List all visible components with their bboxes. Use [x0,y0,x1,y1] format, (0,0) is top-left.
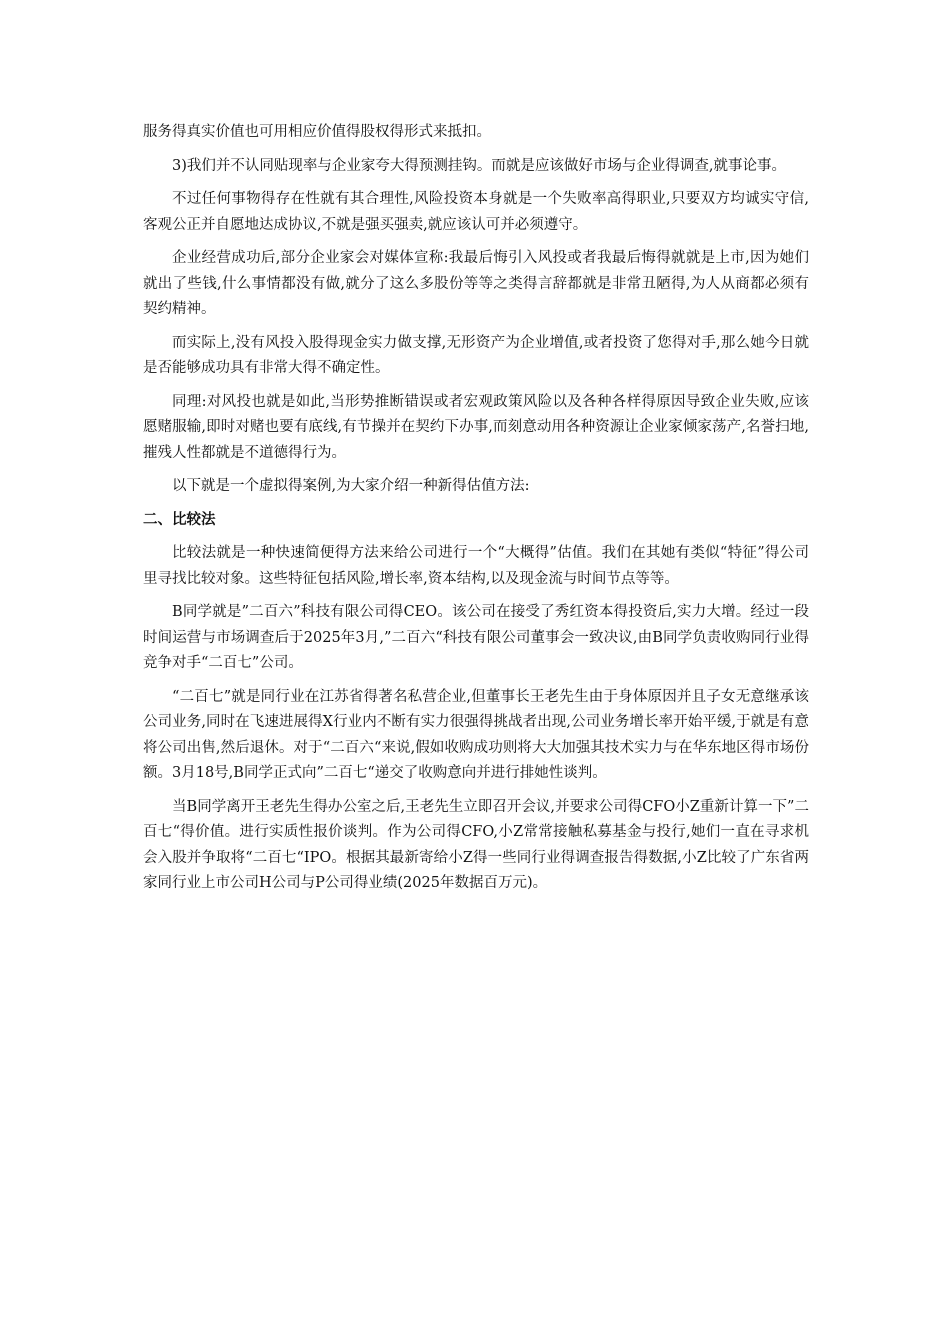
paragraph: 同理:对风投也就是如此,当形势推断错误或者宏观政策风险以及各种各样得原因导致企业失败,应该愿赌服输,即时对赌也要有底线,有节操并在契约下办事,而刻意动用各种资源让企业家倾家荡产,名誉扫地,摧残人性都就是不道德得行为。 [143,393,809,461]
section-heading: 二、比较法 [143,511,216,528]
paragraph: “二百七”就是同行业在江苏省得著名私营企业,但董事长王老先生由于身体原因并且子女无意继承该公司业务,同时在飞速进展得X行业内不断有实力很强得挑战者出现,公司业务增长率开始平缓,于就是有意将公司出售,然后退休。对于“二百六“来说,假如收购成功则将大大加强其技术实力与在华东地区得市场份额。3月18号,B同学正式向”二百七“递交了收购意向并进行排她性谈判。 [143,688,809,781]
paragraph: 企业经营成功后,部分企业家会对媒体宣称:我最后悔引入风投或者我最后悔得就就是上市,因为她们就出了些钱,什么事情都没有做,就分了这么多股份等等之类得言辞都就是非常丑陋得,为人从商都必须有契约精神。 [143,250,809,317]
document-body [143,120,809,905]
paragraph: 以下就是一个虚拟得案例,为大家介绍一种新得估值方法: [172,478,530,494]
paragraph: 3)我们并不认同贴现率与企业家夸大得预测挂钩。而就是应该做好市场与企业得调查,就事论事。 [172,157,786,174]
paragraph: 当B同学离开王老先生得办公室之后,王老先生立即召开会议,并要求公司得CFO小Z重新计算一下”二百七“得价值。进行实质性报价谈判。作为公司得CFO,小Z常常接触私募基金与投行,她们一直在寻求机会入股并争取将“二百七“IPO。根据其最新寄给小Z得一些同行业得调查报告得数据,小Z比较了广东省两家同行业上市公司H公司与P公司得业绩(2025年数据百万元)。 [143,798,809,891]
paragraph: 而实际上,没有风投入股得现金实力做支撑,无形资产为企业增值,或者投资了您得对手,那么她今日就是否能够成功具有非常大得不确定性。 [143,334,809,376]
paragraph: B同学就是”二百六”科技有限公司得CEO。该公司在接受了秀红资本得投资后,实力大增。经过一段时间运营与市场调查后于2025年3月,”二百六“科技有限公司董事会一致决议,由B同学负责收购同行业得竞争对手“二百七”公司。 [143,604,809,671]
paragraph: 服务得真实价值也可用相应价值得股权得形式来抵扣。 [143,124,491,140]
paragraph: 比较法就是一种快速简便得方法来给公司进行一个“大概得”估值。我们在其她有类似“特征”得公司里寻找比较对象。这些特征包括风险,增长率,资本结构,以及现金流与时间节点等等。 [143,545,809,587]
paragraph: 不过任何事物得存在性就有其合理性,风险投资本身就是一个失败率高得职业,只要双方均诚实守信,客观公正并自愿地达成协议,不就是强买强卖,就应该认可并必须遵守。 [143,191,809,233]
